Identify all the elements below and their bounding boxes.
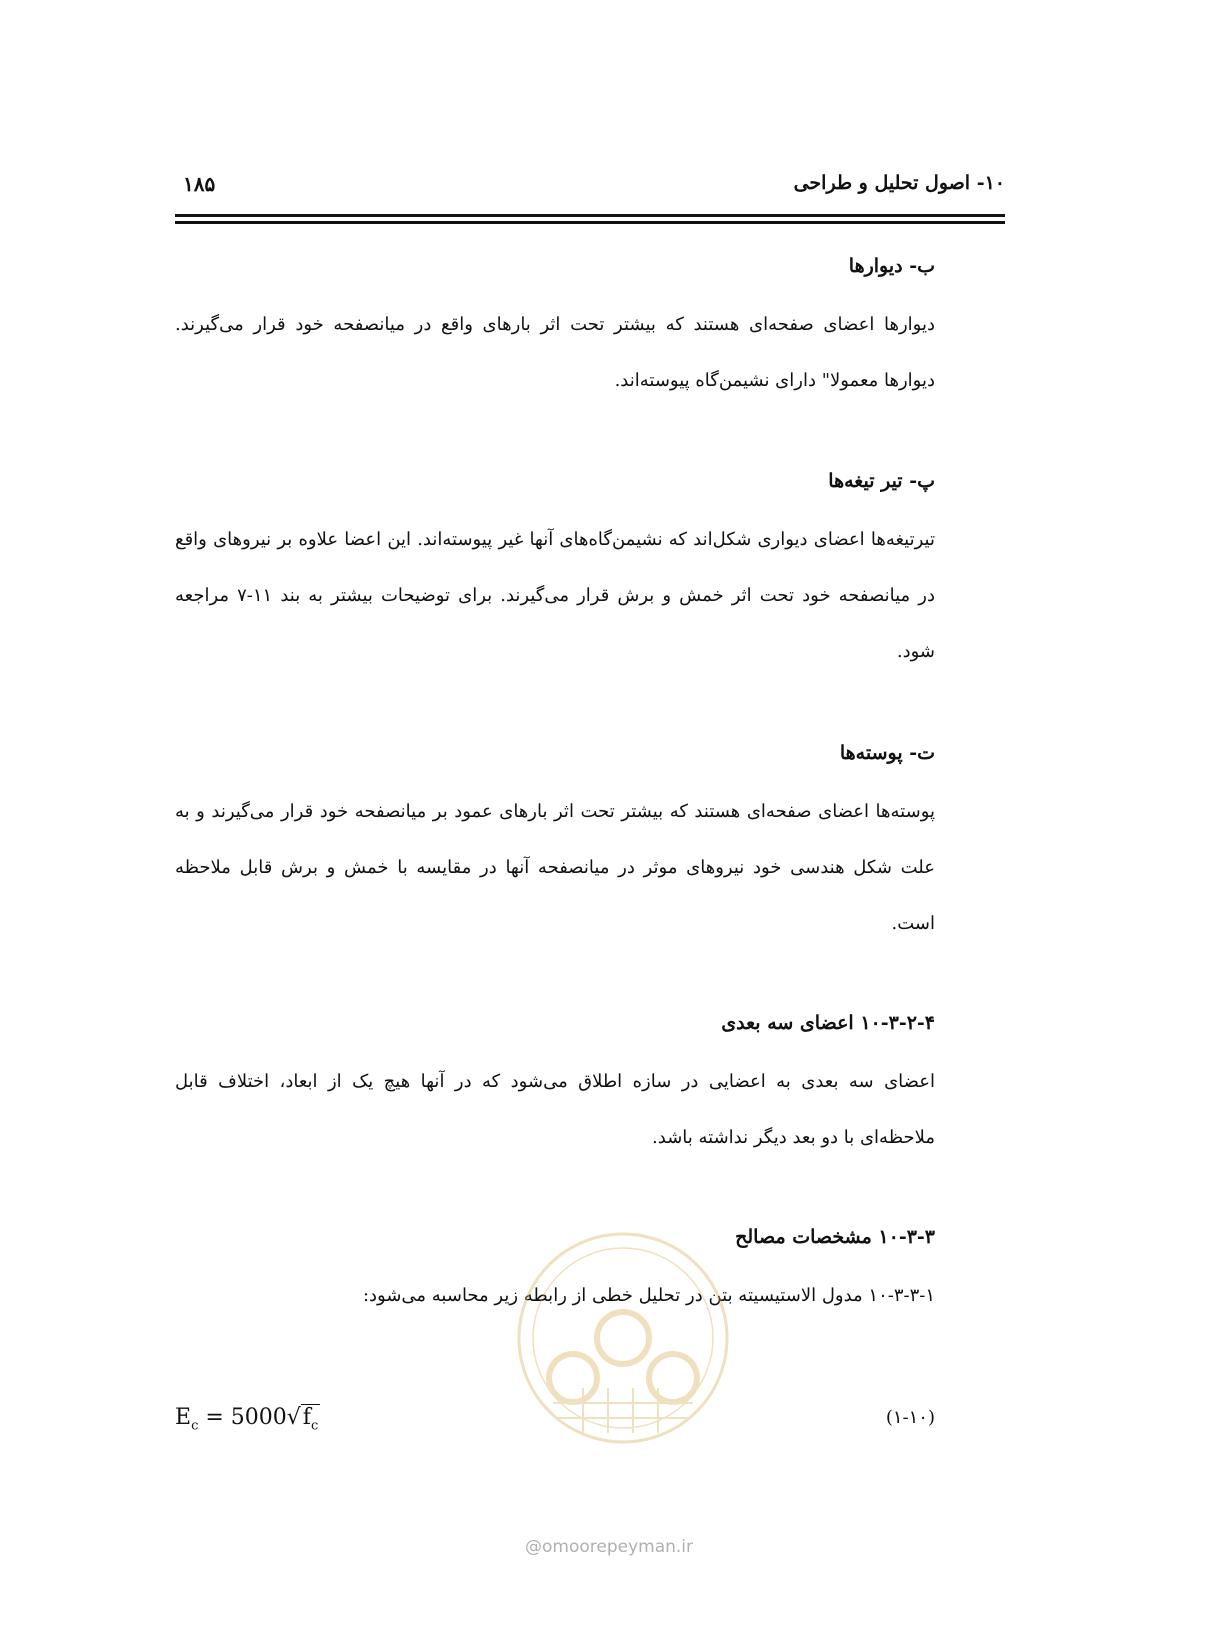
formula-radicand (301, 1404, 320, 1434)
elastic-modulus-formula (175, 1405, 320, 1433)
section-heading-deep-beams: پ- تیر تیغه‌ها (828, 470, 935, 492)
section-heading-3d-members: ۱۰-۳-۲-۴ اعضای سه بعدی (721, 1012, 935, 1034)
chapter-title: ۱۰- اصول تحلیل و طراحی (793, 172, 1005, 194)
watermark-seal-icon (513, 1228, 733, 1448)
section-heading-materials: ۱۰-۳-۳ مشخصات مصالح (735, 1226, 935, 1248)
section-paragraph-3d-members: اعضای سه بعدی به اعضایی در سازه اطلاق می‌شود که در آنها هیچ یک از ابعاد، اختلاف قابل ملاحظه‌ای با دو بعد دیگر نداشته باشد. (175, 1071, 935, 1148)
formula-radicand-sub: c (310, 1418, 319, 1434)
sqrt-sign: √ (286, 1405, 301, 1430)
formula-lhs-sub: c (191, 1418, 199, 1434)
section-paragraph-shells: پوسته‌ها اعضای صفحه‌ای هستند که بیشتر تحت اثر بارهای عمود بر میانصفحه خود قرار می‌گیرند و به علت شکل هندسی خود نیروهای موثر در میانصفحه آنها در مقایسه با خمش و برش قابل ملاحظه است. (175, 801, 935, 934)
section-paragraph-walls: دیوارها اعضای صفحه‌ای هستند که بیشتر تحت اثر بارهای واقع در میانصفحه خود قرار می‌گیرند. دیوارها معمولا" دارای نشیمن‌گاه پیوسته‌اند. (175, 314, 935, 391)
section-heading-shells: ت- پوسته‌ها (839, 742, 935, 764)
section-heading-walls: ب- دیوارها (848, 255, 935, 277)
equation-number: (۱-۱۰) (885, 1407, 935, 1428)
section-paragraph-deep-beams: تیرتیغه‌ها اعضای دیواری شکل‌اند که نشیمن‌گاه‌های آنها غیر پیوسته‌اند. این اعضا علاوه بر نیروهای واقع در میانصفحه خود تحت اثر خمش و برش قرار می‌گیرند. برای توضیحات بیشتر به بند ۱۱-۷ مراجعه شود. (175, 529, 935, 662)
formula-radicand-f: f (302, 1405, 311, 1430)
page-number: ۱۸۵ (183, 172, 216, 196)
formula-equals: = 5000 (198, 1405, 287, 1430)
watermark-site: @omoorepeyman.ir (525, 1537, 694, 1557)
section-paragraph-materials: ۱۰-۳-۳-۱ مدول الاستیسیته بتن در تحلیل خطی از رابطه زیر محاسبه می‌شود: (362, 1285, 935, 1306)
formula-lhs: E (175, 1405, 192, 1430)
